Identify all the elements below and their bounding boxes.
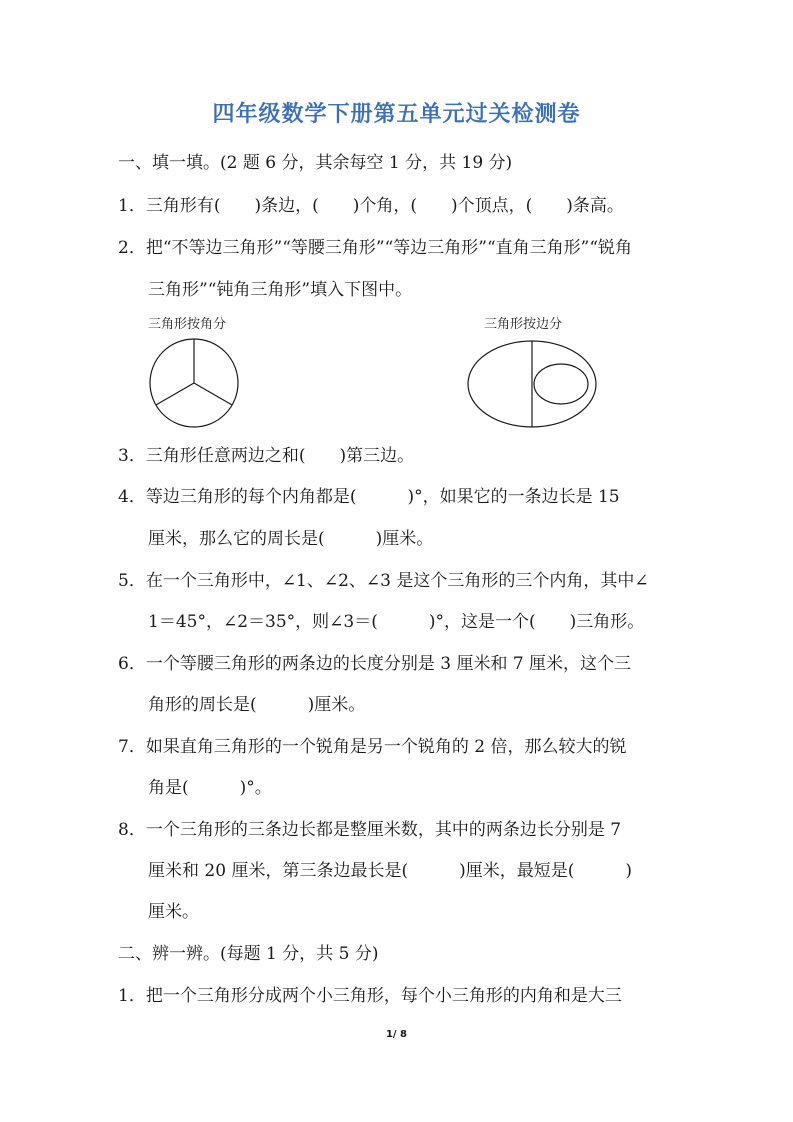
equilateral-subset-ellipse (534, 364, 588, 404)
page-number: 1/ 8 (385, 1029, 408, 1040)
question-6-line2: 角形的周长是( )厘米。 (148, 695, 366, 715)
question-1: 1．三角形有( )条边，( )个角，( )个顶点，( )条高。 (118, 196, 624, 216)
question-2-line2: 三角形”“钝角三角形”填入下图中。 (148, 280, 413, 300)
page-title: 四年级数学下册第五单元过关检测卷 (212, 102, 581, 127)
question-4-line1: 4．等边三角形的每个内角都是( )°，如果它的一条边长是 15 (118, 487, 620, 507)
question-8-line1: 8．一个三角形的三条边长都是整厘米数，其中的两条边长分别是 7 (118, 820, 622, 840)
question-8-line2: 厘米和 20 厘米，第三条边最长是( )厘米，最短是( ) (148, 861, 632, 881)
figure-right-caption: 三角形按边分 (484, 317, 563, 332)
question-8-line3: 厘米。 (148, 902, 199, 922)
section2-heading: 二、辨一辨。(每题 1 分，共 5 分) (118, 944, 379, 964)
question-7-line1: 7．如果直角三角形的一个锐角是另一个锐角的 2 倍，那么较大的锐 (118, 737, 627, 757)
question-5-line1: 5．在一个三角形中，∠1、∠2、∠3 是这个三角形的三个内角，其中∠ (118, 571, 649, 591)
question-6-line1: 6．一个等腰三角形的两条边的长度分别是 3 厘米和 7 厘米，这个三 (118, 654, 632, 674)
section1-heading: 一、填一填。(2 题 6 分，其余每空 1 分，共 19 分) (118, 153, 513, 173)
figure-left-caption: 三角形按角分 (148, 317, 227, 332)
angle-classification-diagram (148, 337, 240, 429)
question-2-line1: 2．把“不等边三角形”“等腰三角形”“等边三角形”“直角三角形”“锐角 (118, 238, 633, 258)
question-5-line2: 1＝45°，∠2＝35°，则∠3＝( )°，这是一个( )三角形。 (148, 612, 645, 632)
angle-divider-right (194, 383, 232, 405)
question-4-line2: 厘米，那么它的周长是( )厘米。 (148, 529, 434, 549)
angle-divider-left (156, 383, 194, 405)
question-7-line2: 角是( )°。 (148, 778, 272, 798)
question-3: 3．三角形任意两边之和( )第三边。 (118, 446, 415, 466)
section2-question-1: 1．把一个三角形分成两个小三角形，每个小三角形的内角和是大三 (118, 986, 622, 1006)
side-classification-diagram (466, 339, 600, 431)
